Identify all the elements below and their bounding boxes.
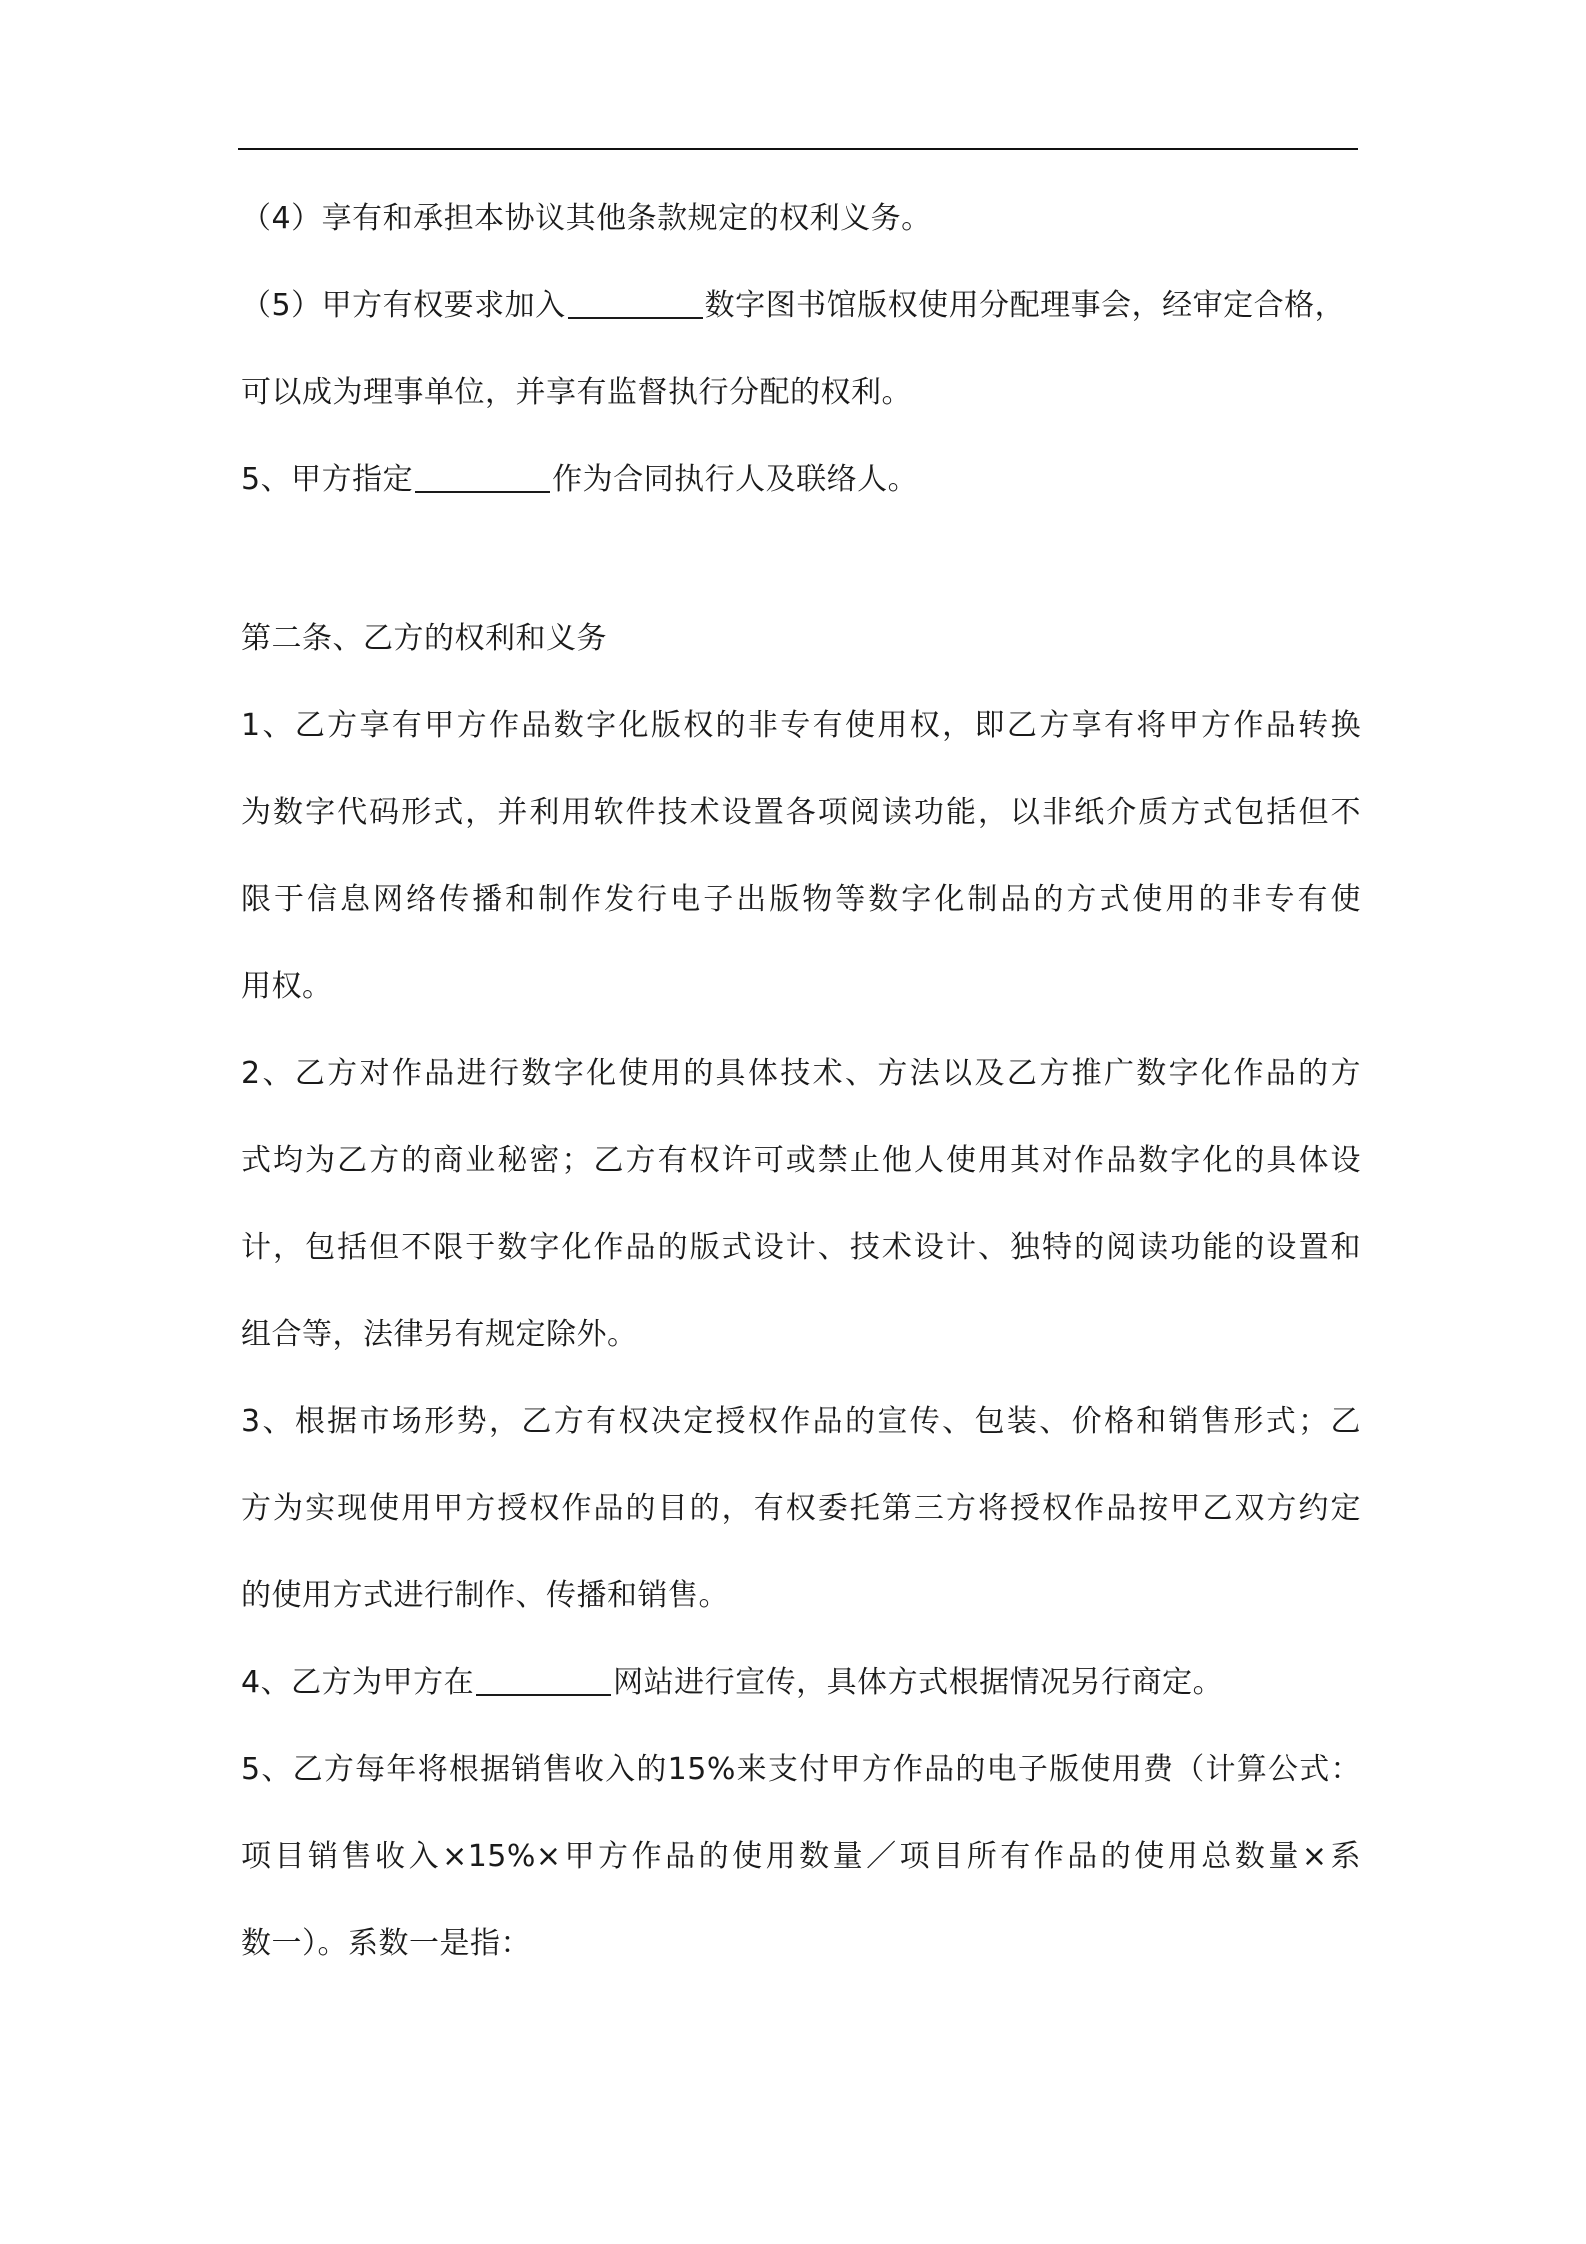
- paragraph-line: [241, 871, 1361, 958]
- paragraph-line: [241, 958, 1361, 1045]
- text: 方为实现使用甲方授权作品的目的，有权委托第三方将授权作品按甲乙双方约定: [241, 1491, 1361, 1526]
- text: 5、甲方指定: [241, 462, 414, 497]
- paragraph-line: [241, 1306, 1361, 1393]
- text: 的使用方式进行制作、传播和销售。: [241, 1578, 729, 1613]
- text: 组合等，法律另有规定除外。: [241, 1317, 638, 1352]
- paragraph-line: [241, 364, 1361, 451]
- paragraph-line: [241, 1393, 1361, 1480]
- paragraph-line: [241, 1567, 1361, 1654]
- paragraph-line: [241, 1828, 1361, 1915]
- paragraph-line: [241, 451, 1361, 538]
- text: 第二条、乙方的权利和义务: [241, 621, 607, 656]
- text: 数一）。系数一是指：: [241, 1926, 531, 1961]
- paragraph-line: [241, 784, 1361, 871]
- paragraph-line: [241, 1654, 1361, 1741]
- text: 式均为乙方的商业秘密；乙方有权许可或禁止他人使用其对作品数字化的具体设: [241, 1143, 1361, 1178]
- paragraph-line: [241, 1219, 1361, 1306]
- text: （5）甲方有权要求加入: [241, 288, 566, 323]
- text: 2、乙方对作品进行数字化使用的具体技术、方法以及乙方推广数字化作品的方: [241, 1056, 1361, 1091]
- spacer: [241, 538, 1361, 610]
- fill-in-blank[interactable]: [415, 461, 550, 493]
- text: 计，包括但不限于数字化作品的版式设计、技术设计、独特的阅读功能的设置和: [241, 1230, 1361, 1265]
- text: 4、乙方为甲方在: [241, 1665, 475, 1700]
- text: 项目销售收入×15%×甲方作品的使用数量／项目所有作品的使用总数量×系: [241, 1839, 1361, 1874]
- text: 3、根据市场形势，乙方有权决定授权作品的宣传、包装、价格和销售形式；乙: [241, 1404, 1361, 1439]
- text: 限于信息网络传播和制作发行电子出版物等数字化制品的方式使用的非专有使: [241, 882, 1361, 917]
- text: 5、乙方每年将根据销售收入的15%来支付甲方作品的电子版使用费（计算公式：: [241, 1752, 1361, 1787]
- text: 用权。: [241, 969, 333, 1004]
- paragraph-line: [241, 190, 1361, 277]
- text: 可以成为理事单位，并享有监督执行分配的权利。: [241, 375, 912, 410]
- paragraph-line: [241, 697, 1361, 784]
- paragraph-line: [241, 1480, 1361, 1567]
- paragraph-line: [241, 1741, 1361, 1828]
- text: 为数字代码形式，并利用软件技术设置各项阅读功能，以非纸介质方式包括但不: [241, 795, 1361, 830]
- fill-in-blank[interactable]: [568, 287, 703, 319]
- paragraph-line: [241, 1045, 1361, 1132]
- fill-in-blank[interactable]: [476, 1664, 611, 1696]
- section-heading: [241, 610, 1361, 697]
- text: 作为合同执行人及联络人。: [552, 462, 919, 497]
- document-body: [241, 190, 1361, 2002]
- text: 网站进行宣传，具体方式根据情况另行商定。: [613, 1665, 1224, 1700]
- text: （4）享有和承担本协议其他条款规定的权利义务。: [241, 201, 932, 236]
- paragraph-line: [241, 1132, 1361, 1219]
- paragraph-line: [241, 277, 1361, 364]
- text: 1、乙方享有甲方作品数字化版权的非专有使用权，即乙方享有将甲方作品转换: [241, 708, 1361, 743]
- text: 数字图书馆版权使用分配理事会，经审定合格，: [704, 288, 1346, 323]
- header-rule: [238, 148, 1358, 150]
- paragraph-line: [241, 1915, 1361, 2002]
